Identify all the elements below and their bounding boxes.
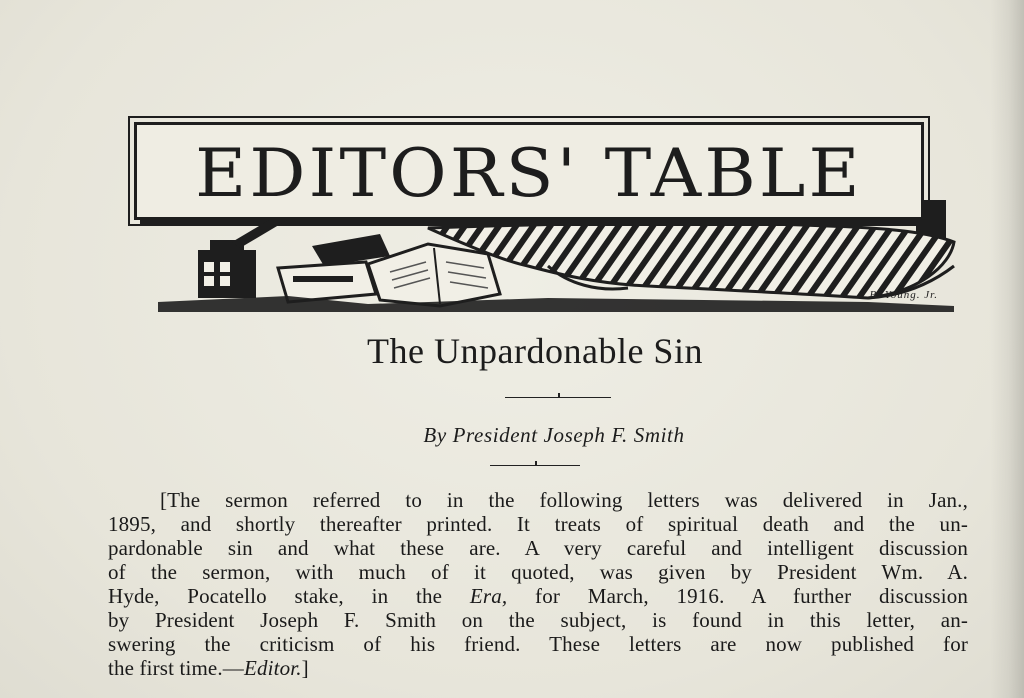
editor-signature: Editor.	[243, 656, 302, 680]
paragraph-line: by President Joseph F. Smith on the subject, is found in this letter, an-	[108, 608, 968, 632]
magazine-name: Era,	[469, 584, 508, 608]
editor-note-paragraph	[108, 488, 968, 680]
paragraph-line: of the sermon, with much of it quoted, was given by President Wm. A.	[108, 560, 968, 584]
article-title: The Unpardonable Sin	[367, 331, 703, 371]
paragraph-text: the first time.—	[108, 656, 244, 680]
closing-bracket: ]	[301, 656, 309, 680]
paragraph-text: Hyde, Pocatello stake, in the	[108, 584, 443, 608]
paragraph-line	[108, 656, 968, 680]
artist-signature: B. Young. Jr.	[869, 289, 938, 301]
paragraph-line	[108, 584, 968, 608]
banner-title: EDITORS' TABLE	[195, 134, 863, 212]
paragraph-line: [The sermon referred to in the following letters was delivered in Jan.,	[160, 488, 968, 512]
paragraph-text: for March, 1916. A further discussion	[535, 584, 968, 608]
title-divider	[505, 397, 611, 398]
banner-title-frame	[134, 122, 924, 220]
paragraph-line: swering the criticism of his friend. These letters are now published for	[108, 632, 968, 656]
paragraph-line: 1895, and shortly thereafter printed. It treats of spiritual death and the un-	[108, 512, 968, 536]
paragraph-line: pardonable sin and what these are. A very careful and intelligent discussion	[108, 536, 968, 560]
article-byline: By President Joseph F. Smith	[423, 423, 685, 447]
byline-divider	[490, 465, 580, 466]
editors-table-banner	[128, 116, 958, 312]
